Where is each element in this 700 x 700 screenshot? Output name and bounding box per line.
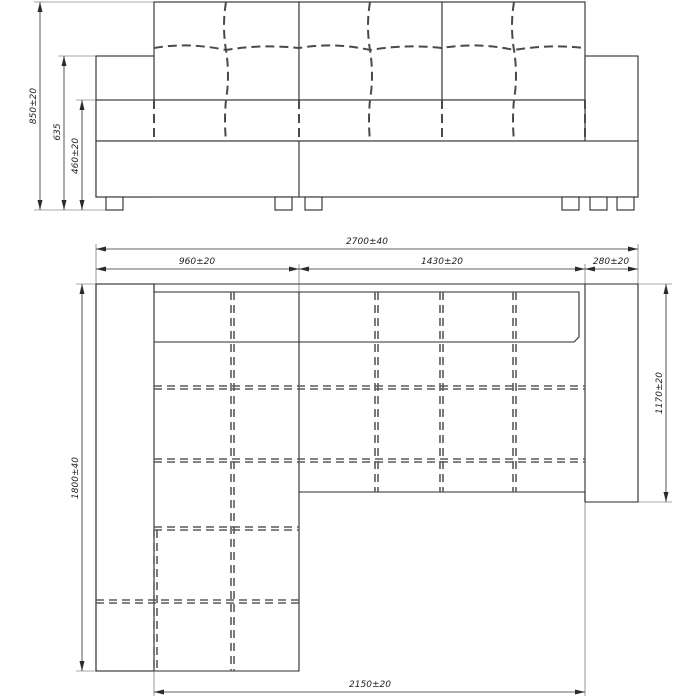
foot: [562, 197, 579, 210]
plan-left-armrest: [96, 284, 154, 671]
bottom-width-label: 2150±20: [349, 680, 391, 690]
front-view: [29, 2, 638, 210]
foot: [590, 197, 607, 210]
sofa-base: [96, 141, 638, 197]
overall-height-label: 850±20: [29, 87, 39, 125]
middle-width-label: 1430±20: [421, 257, 463, 267]
foot: [305, 197, 322, 210]
foot: [275, 197, 292, 210]
chaise-length-label: 1800±40: [71, 457, 81, 499]
side-depth-label: 1170±20: [655, 372, 665, 414]
foot: [617, 197, 634, 210]
overall-width-label: 2700±40: [346, 237, 388, 247]
seat-height-label: 460±20: [71, 137, 81, 175]
armrest-height-label: 635: [53, 123, 63, 141]
plan-view: [71, 237, 672, 696]
foot: [106, 197, 123, 210]
corner-width-label: 960±20: [178, 257, 216, 267]
armrest-width-label: 280±20: [592, 257, 630, 267]
seat-block: [96, 100, 585, 141]
